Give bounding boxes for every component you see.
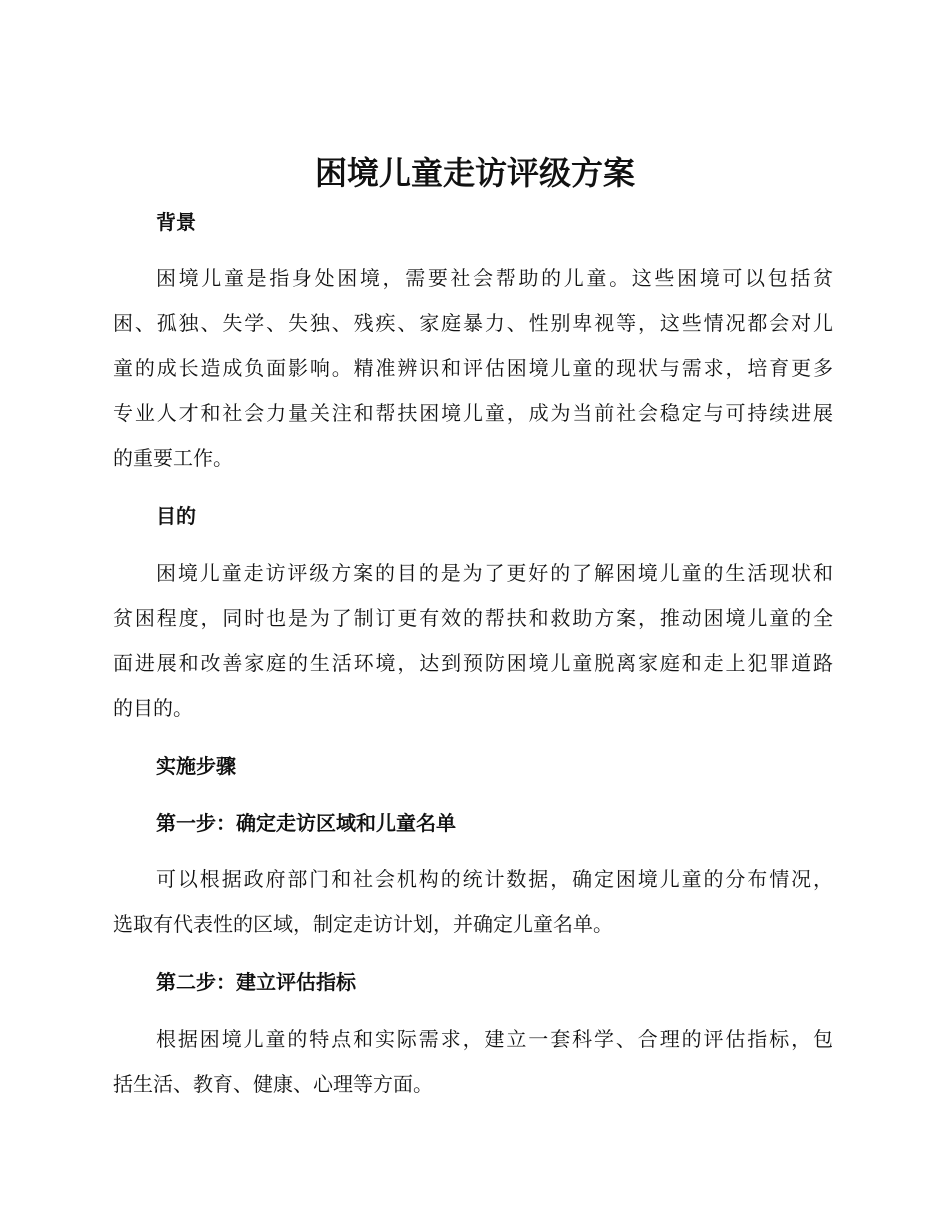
paragraph-line: 可以根据政府部门和社会机构的统计数据，确定困境儿童的分布情况， bbox=[156, 867, 833, 891]
paragraph-step-2 bbox=[113, 1017, 833, 1107]
paragraph-line: 童的成长造成负面影响。精准辨识和评估困境儿童的现状与需求，培育更多 bbox=[113, 356, 833, 380]
section-heading-background: 背景 bbox=[156, 210, 196, 234]
paragraph-line: 困境儿童是指身处困境，需要社会帮助的儿童。这些困境可以包括贫 bbox=[156, 266, 833, 290]
paragraph-line: 根据困境儿童的特点和实际需求，建立一套科学、合理的评估指标，包 bbox=[156, 1027, 833, 1051]
paragraph-line: 的目的。 bbox=[113, 696, 193, 720]
paragraph-line: 选取有代表性的区域，制定走访计划，并确定儿童名单。 bbox=[113, 912, 613, 936]
section-heading-implementation: 实施步骤 bbox=[156, 754, 236, 778]
paragraph-line: 贫困程度，同时也是为了制订更有效的帮扶和救助方案，推动困境儿童的全 bbox=[113, 606, 833, 630]
step-heading-1: 第一步：确定走访区域和儿童名单 bbox=[156, 811, 456, 835]
paragraph-line: 专业人才和社会力量关注和帮扶困境儿童，成为当前社会稳定与可持续进展 bbox=[113, 401, 833, 425]
step-heading-2: 第二步：建立评估指标 bbox=[156, 970, 356, 994]
paragraph-line: 括生活、教育、健康、心理等方面。 bbox=[113, 1072, 433, 1096]
section-heading-purpose: 目的 bbox=[156, 504, 196, 528]
document-title: 困境儿童走访评级方案 bbox=[314, 154, 635, 192]
paragraph-background bbox=[113, 256, 833, 481]
paragraph-line: 困、孤独、失学、失独、残疾、家庭暴力、性别卑视等，这些情况都会对儿 bbox=[113, 311, 833, 335]
paragraph-line: 困境儿童走访评级方案的目的是为了更好的了解困境儿童的生活现状和 bbox=[156, 561, 833, 585]
paragraph-purpose bbox=[113, 551, 833, 731]
paragraph-step-1 bbox=[113, 857, 833, 947]
paragraph-line: 的重要工作。 bbox=[113, 446, 233, 470]
paragraph-line: 面进展和改善家庭的生活环境，达到预防困境儿童脱离家庭和走上犯罪道路 bbox=[113, 651, 833, 675]
